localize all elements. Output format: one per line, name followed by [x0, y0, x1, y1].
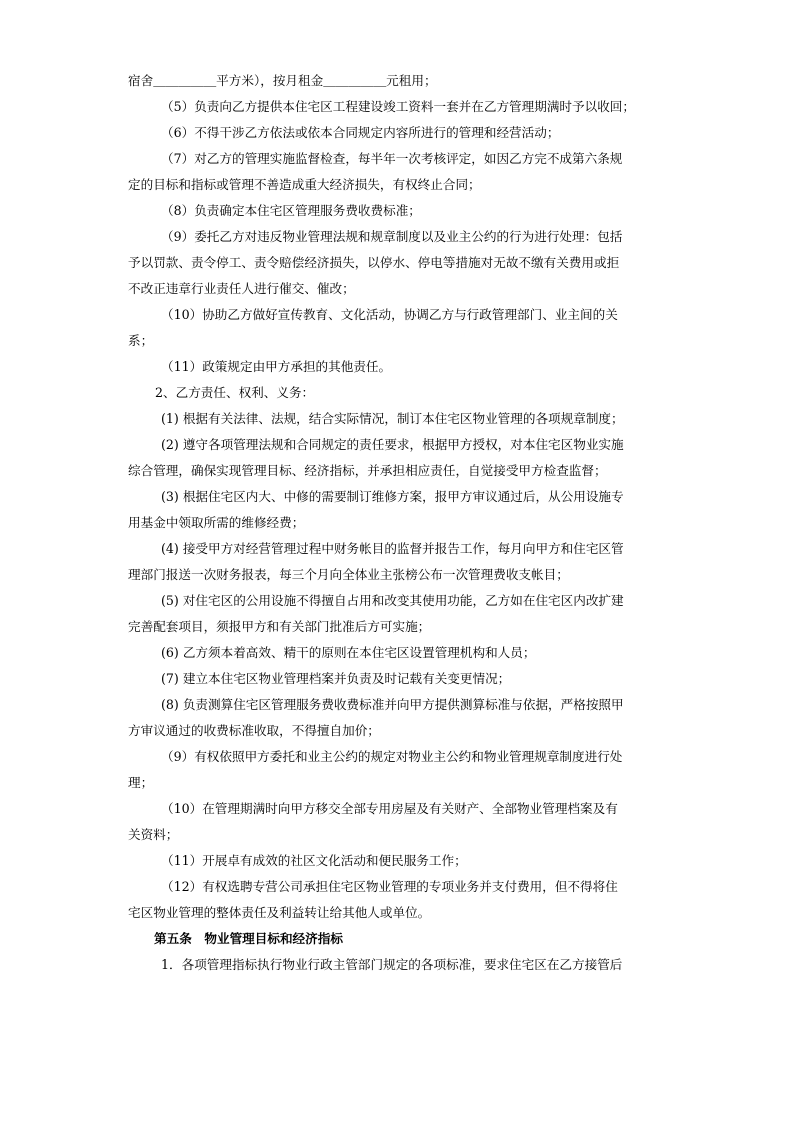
text-line: （9）委托乙方对违反物业管理法规和规章制度以及业主公约的行为进行处理：包括: [161, 229, 623, 244]
text-line: 不改正违章行业责任人进行催交、催改；: [128, 281, 355, 296]
text-line: 理部门报送一次财务报表，每三个月向全体业主张榜公布一次管理费收支帐目；: [128, 567, 569, 582]
text-line: 1．各项管理指标执行物业行政主管部门规定的各项标准，要求住宅区在乙方接管后: [161, 957, 623, 972]
text-line: (3) 根据住宅区内大、中修的需要制订维修方案，报甲方审议通过后，从公用设施专: [161, 489, 624, 504]
text-line: 综合管理，确保实现管理目标、经济指标，并承担相应责任，自觉接受甲方检查监督；: [128, 463, 607, 478]
text-line: (1) 根据有关法律、法规，结合实际情况，制订本住宅区物业管理的各项规章制度；: [161, 411, 624, 426]
text-line: 用基金中领取所需的维修经费；: [128, 515, 305, 530]
text-line: （8）负责确定本住宅区管理服务费收费标准；: [161, 203, 421, 218]
text-line: （10）协助乙方做好宣传教育、文化活动，协调乙方与行政管理部门、业主间的关: [161, 307, 618, 322]
text-line: 系；: [128, 333, 154, 348]
text-line: （11）政策规定由甲方承担的其他责任。: [161, 359, 392, 374]
text-line: （6）不得干涉乙方依法或依本合同规定内容所进行的管理和经营活动；: [161, 125, 560, 140]
text-line: (7) 建立本住宅区物业管理档案并负责及时记载有关变更情况；: [161, 671, 511, 686]
text-line: （11）开展卓有成效的社区文化活动和便民服务工作；: [161, 853, 467, 868]
text-line: 予以罚款、责令停工、责令赔偿经济损失，以停水、停电等措施对无故不缴有关费用或拒: [128, 255, 620, 270]
text-line: （10）在管理期满时向甲方移交全部专用房屋及有关财产、全部物业管理档案及有: [161, 801, 618, 816]
text-line: 宿舍＿＿＿＿＿平方米），按月租金＿＿＿＿＿元租用；: [128, 73, 437, 88]
text-line: (4) 接受甲方对经营管理过程中财务帐目的监督并报告工作，每月向甲方和住宅区管: [161, 541, 624, 556]
text-line: (6) 乙方须本着高效、精干的原则在本住宅区设置管理机构和人员；: [161, 645, 536, 660]
text-line: （7）对乙方的管理实施监督检查，每半年一次考核评定，如因乙方完不成第六条规: [161, 151, 623, 166]
text-line: 完善配套项目，须报甲方和有关部门批准后方可实施；: [128, 619, 431, 634]
text-line: （9）有权依照甲方委托和业主公约的规定对物业主公约和物业管理规章制度进行处: [161, 749, 623, 764]
text-line: （12）有权选聘专营公司承担住宅区物业管理的专项业务并支付费用，但不得将住: [161, 879, 618, 894]
section-subheading: 2、乙方责任、权利、义务：: [155, 385, 315, 400]
text-line: 理；: [128, 775, 154, 790]
text-line: （5）负责向乙方提供本住宅区工程建设竣工资料一套并在乙方管理期满时予以收回；: [161, 99, 635, 114]
article-heading: 第五条 物业管理目标和经济指标: [154, 931, 343, 946]
text-line: 方审议通过的收费标准收取，不得擅自加价；: [128, 723, 380, 738]
text-line: (5) 对住宅区的公用设施不得擅自占用和改变其使用功能，乙方如在住宅区内改扩建: [161, 593, 624, 608]
text-line: 定的目标和指标或管理不善造成重大经济损失，有权终止合同；: [128, 177, 481, 192]
text-line: 关资料；: [128, 827, 179, 842]
text-line: (8) 负责测算住宅区管理服务费收费标准并向甲方提供测算标准与依据，严格按照甲: [161, 697, 624, 712]
text-line: (2) 遵守各项管理法规和合同规定的责任要求，根据甲方授权，对本住宅区物业实施: [161, 437, 624, 452]
text-line: 宅区物业管理的整体责任及利益转让给其他人或单位。: [128, 905, 431, 920]
